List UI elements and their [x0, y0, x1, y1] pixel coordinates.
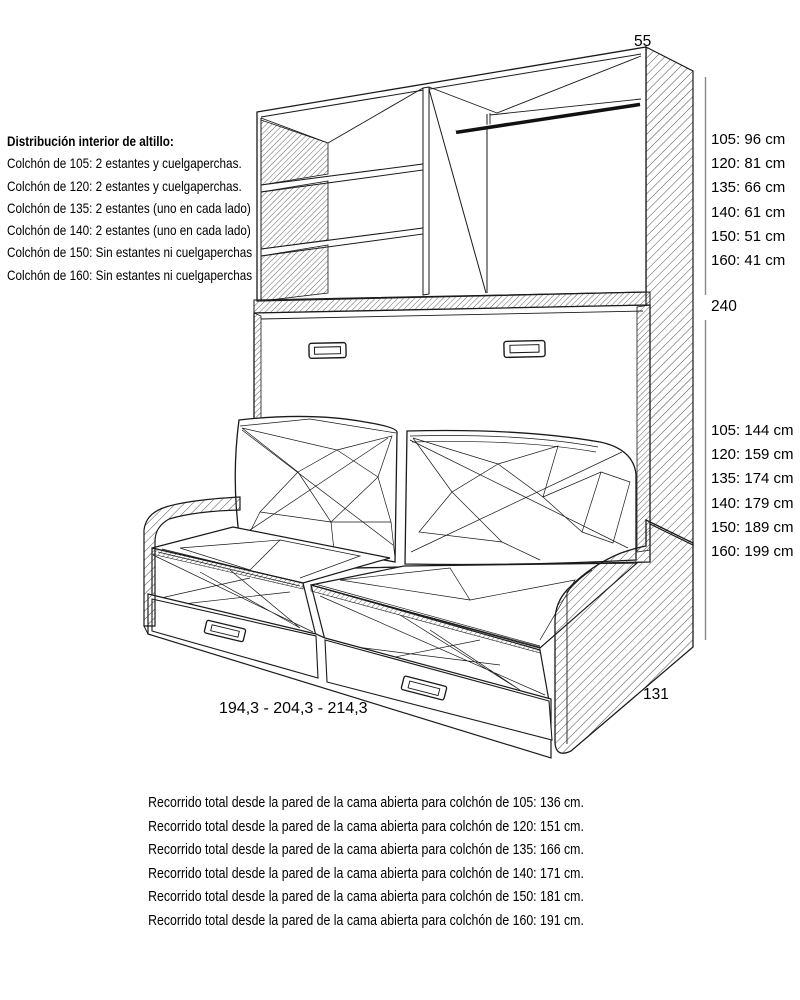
clearance-line: 135: 66 cm [711, 179, 786, 197]
travel-line: Recorrido total desde la pared de la cama abierta para colchón de 140: 171 cm. [148, 865, 584, 882]
note-line: Colchón de 120: 2 estantes y cuelgaperchas. [7, 178, 242, 194]
dim-width-range: 194,3 - 204,3 - 214,3 [219, 700, 368, 717]
bed-panel-handle [309, 343, 346, 359]
dim-top-depth: 55 [634, 33, 652, 50]
interior-distribution-note [7, 131, 252, 287]
clearance-line: 160: 199 cm [711, 543, 794, 561]
note-line: Colchón de 105: 2 estantes y cuelgaperchas. [7, 156, 242, 172]
clearance-line: 150: 189 cm [711, 518, 794, 536]
clearance-line: 140: 61 cm [711, 203, 786, 221]
note-title: Distribución interior de altillo: [7, 134, 174, 149]
dim-sofa-depth: 131 [643, 686, 669, 703]
clearance-line: 120: 81 cm [711, 155, 786, 173]
travel-line: Recorrido total desde la pared de la cama abierta para colchón de 105: 136 cm. [148, 795, 584, 811]
cabinet-side-faces [261, 120, 328, 301]
note-line: Colchón de 135: 2 estantes (uno en cada lado) [7, 200, 251, 216]
lower-clearance-list [711, 419, 794, 564]
clearance-line: 120: 159 cm [711, 446, 794, 464]
total-travel-note [55, 792, 677, 934]
clearance-line: 140: 179 cm [711, 494, 794, 512]
bed-panel-handle [504, 341, 545, 358]
back-cushion-right [405, 430, 636, 564]
note-line: Colchón de 150: Sin estantes ni cuelgaperchas [7, 245, 253, 261]
upper-cabinet [257, 47, 646, 301]
right-side-panel [646, 47, 693, 545]
note-line: Colchón de 140: 2 estantes (uno en cada lado) [7, 223, 251, 239]
clearance-line: 135: 174 cm [711, 470, 794, 488]
clearance-line: 105: 144 cm [711, 422, 794, 439]
note-line: Colchón de 160: Sin estantes ni cuelgaperchas [7, 267, 253, 283]
clearance-line: 150: 51 cm [711, 227, 786, 245]
upper-clearance-list [711, 128, 785, 273]
travel-line: Recorrido total desde la pared de la cama abierta para colchón de 135: 166 cm. [148, 842, 584, 859]
clearance-line: 160: 41 cm [711, 252, 786, 270]
travel-line: Recorrido total desde la pared de la cama abierta para colchón de 120: 151 cm. [148, 818, 584, 835]
dim-total-height: 240 [711, 298, 737, 315]
clearance-line: 105: 96 cm [711, 131, 786, 148]
travel-line: Recorrido total desde la pared de la cama abierta para colchón de 150: 181 cm. [148, 889, 584, 906]
travel-line: Recorrido total desde la pared de la cama abierta para colchón de 160: 191 cm. [148, 912, 584, 929]
